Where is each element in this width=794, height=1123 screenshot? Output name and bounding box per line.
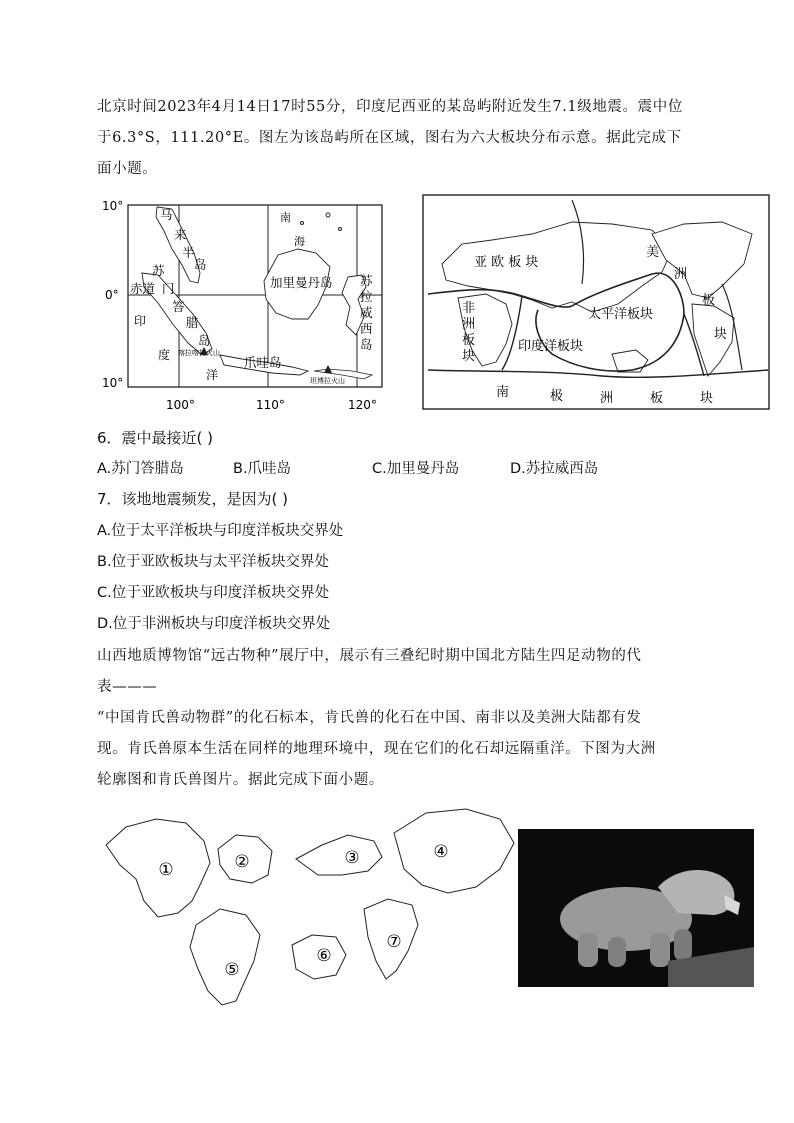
- label-pacific-plate: 太平洋板块: [588, 307, 654, 322]
- label-tambora: 坦博拉火山: [310, 377, 345, 385]
- marker-6: ⑥: [316, 946, 332, 966]
- svg-text:来: 来: [174, 227, 187, 242]
- question-7-stem: 7．该地地震频发，是因为( ): [97, 490, 289, 508]
- passage2-line3: “中国肯氏兽动物群”的化石标本，肯氏兽的化石在中国、南非以及美洲大陆都有发: [97, 710, 642, 726]
- label-indian-ocean: 印: [134, 314, 147, 328]
- continent-4-outline: [394, 809, 514, 893]
- q6-option-a[interactable]: A.苏门答腊岛: [97, 461, 184, 477]
- label-antarctic-plate: 南: [496, 385, 510, 400]
- svg-text:块: 块: [700, 391, 714, 406]
- southeast-asia-map: [102, 195, 392, 415]
- q7-option-d[interactable]: D.位于非洲板块与印度洋板块交界处: [97, 616, 331, 632]
- svg-text:板: 板: [650, 391, 664, 406]
- label-java: 爪哇岛: [244, 355, 282, 370]
- label-eurasian-plate: 亚 欧 板 块: [474, 255, 539, 270]
- marker-1: ①: [158, 860, 174, 880]
- label-krakatoa: 喀拉喀托火山: [178, 349, 220, 357]
- svg-text:腊: 腊: [186, 315, 199, 330]
- svg-text:洲: 洲: [674, 267, 688, 282]
- svg-text:门: 门: [162, 281, 175, 296]
- lon-label-120: 120°: [348, 398, 377, 412]
- q6-option-c[interactable]: C.加里曼丹岛: [372, 461, 460, 477]
- svg-text:块: 块: [462, 349, 476, 364]
- continent-5-outline: [190, 909, 260, 1005]
- lat-label-10s: 10°: [102, 376, 124, 390]
- passage1-line1: 北京时间2023年4月14日17时55分，印度尼西亚的某岛屿附近发生7.1级地震。震中位: [97, 99, 683, 115]
- passage2-line4: 现。肯氏兽原本生活在同样的地理环境中，现在它们的化石却远隔重洋。下图为大洲: [97, 741, 656, 757]
- passage2-line1: 山西地质博物馆“远古物种”展厅中，展示有三叠纪时期中国北方陆生四足动物的代: [97, 648, 642, 664]
- svg-text:答: 答: [172, 299, 185, 314]
- q7-option-c[interactable]: C.位于亚欧板块与印度洋板块交界处: [97, 585, 330, 601]
- svg-text:岛: 岛: [194, 257, 207, 272]
- svg-text:洋: 洋: [206, 368, 219, 382]
- label-sumatra: 苏: [152, 263, 165, 278]
- passage1-line2: 于6.3°S，111.20°E。图左为该岛屿所在区域，图右为六大板块分布示意。据此完成下: [97, 130, 682, 146]
- svg-text:块: 块: [714, 327, 728, 342]
- label-kalimantan: 加里曼丹岛: [270, 275, 333, 290]
- marker-2: ②: [234, 852, 250, 872]
- q6-option-d[interactable]: D.苏拉威西岛: [510, 461, 599, 477]
- svg-text:岛: 岛: [198, 333, 211, 348]
- label-equator: 赤道: [130, 281, 156, 296]
- svg-text:西: 西: [360, 321, 373, 336]
- label-south-sea: 南: [280, 211, 291, 224]
- passage2-line2: 表———: [97, 679, 158, 695]
- marker-4: ④: [433, 842, 449, 862]
- q7-option-b[interactable]: B.位于亚欧板块与太平洋板块交界处: [97, 554, 330, 570]
- passage1-line3: 面小题。: [97, 161, 158, 177]
- label-indian-plate: 印度洋板块: [518, 339, 584, 354]
- svg-text:极: 极: [550, 389, 564, 404]
- lon-label-100: 100°: [166, 398, 195, 412]
- svg-text:海: 海: [294, 235, 305, 248]
- q6-option-b[interactable]: B.爪哇岛: [233, 461, 292, 477]
- svg-text:洲: 洲: [462, 317, 476, 332]
- continent-3-outline: [296, 835, 382, 875]
- svg-text:板: 板: [462, 333, 476, 348]
- label-african-plate: 非: [462, 301, 476, 316]
- kannemeyeria-photo: [518, 829, 754, 987]
- svg-text:岛: 岛: [360, 337, 373, 352]
- label-american-plate: 美: [646, 245, 660, 260]
- passage2-line5: 轮廓图和肯氏兽图片。据此完成下面小题。: [97, 772, 384, 788]
- label-sulawesi: 苏: [360, 273, 373, 288]
- continent-outline-map: [96, 805, 520, 1015]
- marker-7: ⑦: [386, 932, 402, 952]
- svg-text:度: 度: [158, 348, 171, 362]
- label-malay: 马: [160, 207, 173, 222]
- svg-text:威: 威: [360, 305, 373, 320]
- svg-text:洲: 洲: [600, 391, 614, 406]
- marker-3: ③: [344, 848, 360, 868]
- question-6-stem: 6．震中最接近( ): [97, 429, 214, 447]
- lat-label-0: 0°: [105, 288, 119, 302]
- lon-label-110: 110°: [256, 398, 285, 412]
- marker-5: ⑤: [224, 960, 240, 980]
- svg-text:半: 半: [182, 245, 195, 260]
- svg-text:板: 板: [702, 293, 716, 308]
- lat-label-10n: 10°: [102, 199, 124, 213]
- tectonic-plates-map: [422, 194, 772, 412]
- q7-option-a[interactable]: A.位于太平洋板块与印度洋板块交界处: [97, 523, 344, 539]
- svg-text:拉: 拉: [360, 289, 373, 304]
